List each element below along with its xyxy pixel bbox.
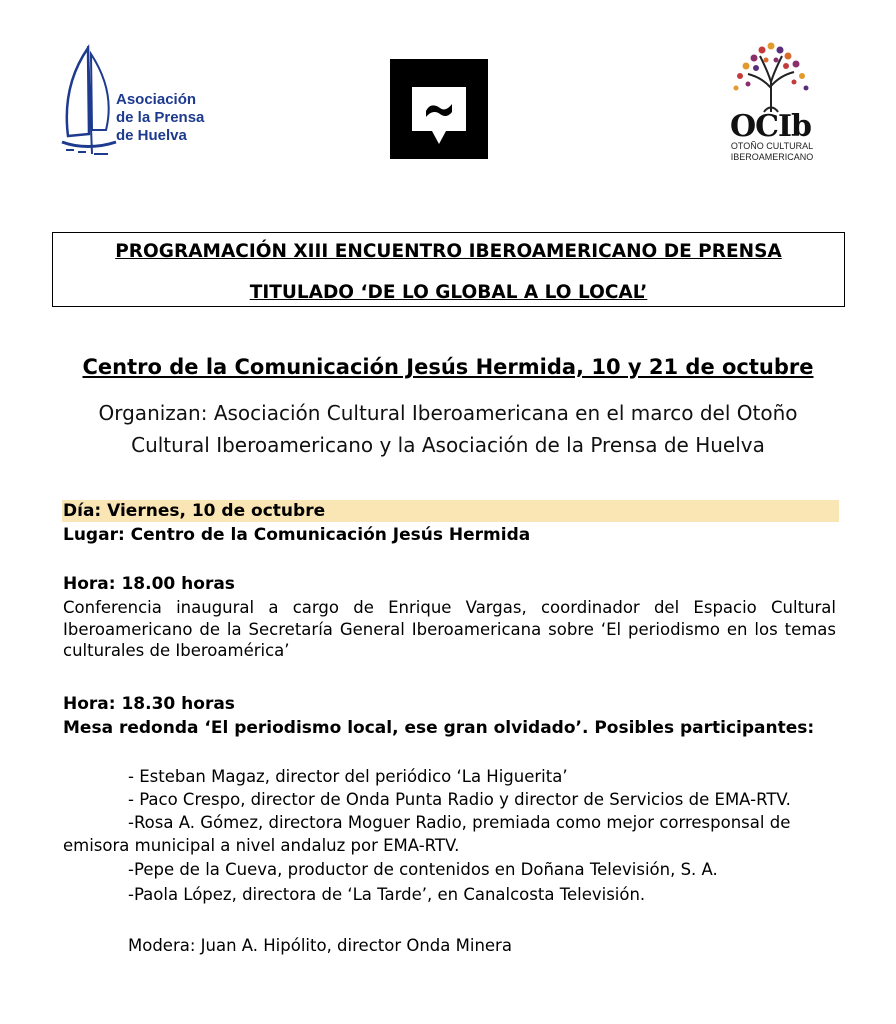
participant-3-cont: emisora municipal a nivel andaluz por EMA-RTV. xyxy=(63,836,460,855)
participant-4: -Pepe de la Cueva, productor de contenidos en Doñana Televisión, S. A. xyxy=(128,860,718,879)
moderator: Modera: Juan A. Hipólito, director Onda Minera xyxy=(128,936,512,955)
ocib-subtitle xyxy=(724,141,820,163)
participant-3: -Rosa A. Gómez, directora Moguer Radio, premiada como mejor corresponsal de xyxy=(128,813,791,832)
participant-2: - Paco Crespo, director de Onda Punta Radio y director de Servicios de EMA-RTV. xyxy=(128,790,791,809)
apress-logo-text xyxy=(116,91,204,145)
venue-dates-heading: Centro de la Comunicación Jesús Hermida, 10 y 21 de octubre xyxy=(82,355,814,379)
participant-5: -Paola López, directora de ‘La Tarde’, en Canalcosta Televisión. xyxy=(128,885,646,904)
event1-time: Hora: 18.00 horas xyxy=(63,574,235,594)
speech-bubble-logo-icon xyxy=(390,59,488,159)
ocib-wordmark: OCIb xyxy=(730,109,812,144)
tree-icon xyxy=(726,36,816,116)
ocib-sub-line-2: IBEROAMERICANO xyxy=(730,152,814,162)
day-label: Día: Viernes, 10 de octubre xyxy=(63,501,326,521)
title-line-1: PROGRAMACIÓN XIII ENCUENTRO IBEROAMERICANO DE PRENSA xyxy=(115,241,782,262)
event2-time: Hora: 18.30 horas xyxy=(63,694,235,714)
place-label: Lugar: Centro de la Comunicación Jesús Hermida xyxy=(63,525,531,545)
event1-description: Conferencia inaugural a cargo de Enrique Vargas, coordinador del Espacio Cultural Iberoamericano de la Secretaría General Iberoamericana sobre ‘El periodismo en los temas culturales de Iberoamérica’ xyxy=(63,598,836,660)
ocib-logo xyxy=(726,36,816,166)
apress-line-3: de Huelva xyxy=(116,127,187,144)
organizers-text xyxy=(40,397,856,461)
apress-logo xyxy=(58,44,218,162)
center-logo xyxy=(390,59,488,159)
event2-title: Mesa redonda ‘El periodismo local, ese gran olvidado’. Posibles participantes: xyxy=(63,718,815,738)
title-box xyxy=(52,232,845,307)
organizers-line-2: Cultural Iberoamericano y la Asociación de la Prensa de Huelva xyxy=(131,433,765,457)
apress-line-1: Asociación xyxy=(116,91,197,108)
title-line-2: TITULADO ‘DE LO GLOBAL A LO LOCAL’ xyxy=(249,282,648,303)
organizers-line-1: Organizan: Asociación Cultural Iberoamericana en el marco del Otoño xyxy=(98,401,798,425)
apress-line-2: de la Prensa xyxy=(116,109,205,126)
participant-1: - Esteban Magaz, director del periódico ‘La Higuerita’ xyxy=(128,767,568,786)
sailboat-icon xyxy=(58,44,118,162)
ocib-sub-line-1: OTOÑO CULTURAL xyxy=(730,141,814,151)
